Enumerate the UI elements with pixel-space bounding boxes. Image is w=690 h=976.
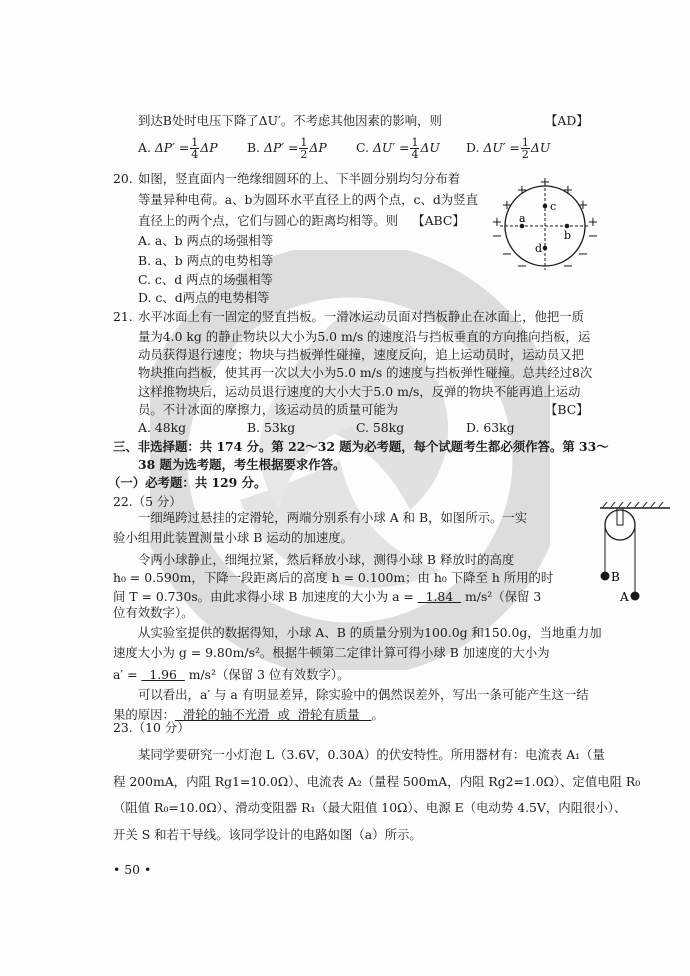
q21-number: 21.: [113, 309, 133, 324]
q20-line: 如图，竖直面内一绝缘细圆环的上、下半圆分别均匀分布着: [138, 171, 461, 186]
q20-line: 等量异种电荷。a、b为圆环水平直径上的两个点，c、d为竖直: [138, 192, 478, 207]
q21-line: 这样推物块后，运动员退行速度的大小大于5.0 m/s，反弹的物块不能再追上运动: [138, 384, 581, 399]
q22-line: 验小组用此装置测量小球 B 运动的加速度。: [113, 530, 354, 545]
q23-line: 某同学要研究一小灯泡 L（3.6V，0.30A）的伏安特性。所用器材有：电流表 A₁（量: [138, 747, 605, 762]
q23-header: 23.（10 分）: [113, 720, 190, 735]
q22-line: h₀ = 0.590m，下降一段距离后的高度 h = 0.100m；由 h₀ 下降至 h 所用的时: [113, 570, 554, 585]
q22-line: 间 T = 0.730s。由此求得小球 B 加速度的大小为 a = 1.84 m/s²（保留 3: [113, 589, 542, 604]
q23-line: 程 200mA，内阻 Rg1=10.0Ω）、电流表 A₂（量程 500mA，内阻 Rg2=1.0Ω）、定值电阻 R₀: [113, 774, 641, 789]
q22-line: 可以看出，a′ 与 a 有明显差异，除实验中的偶然误差外，写出一条可能产生这一结: [138, 687, 589, 702]
section-heading-cont: 38 题为选考题，考生根据要求作答。: [138, 457, 346, 472]
answer-blank: 1.96: [141, 667, 185, 682]
page-number: • 50 •: [113, 862, 152, 877]
q22-line: 令两小球静止，细绳拉紧，然后释放小球，测得小球 B 释放时的高度: [138, 552, 515, 567]
pulley-figure: [598, 500, 673, 605]
svg-text:a: a: [519, 212, 526, 225]
q19-answer: 【AD】: [545, 113, 589, 128]
svg-text:−: −: [501, 247, 513, 262]
q21-option-d: D. 63kg: [466, 420, 515, 435]
q21-option-c: C. 58kg: [356, 420, 405, 435]
q19-option-c: C. ΔU′ = $\frac{1}{4}$ ΔU: [356, 136, 440, 161]
q21-line: 动员获得退行速度；物块与挡板弹性碰撞，速度反向，追上运动员时，运动员又把: [138, 347, 585, 362]
svg-text:−: −: [491, 229, 503, 244]
answer-blank: 1.84: [417, 589, 462, 604]
q19-option-a: A. ΔP′ = $\frac{1}{4}$ ΔP: [138, 136, 218, 161]
q21-line: 水平冰面上有一固定的竖直挡板。一滑冰运动员面对挡板静止在冰面上，他把一质: [138, 309, 585, 324]
svg-text:c: c: [550, 200, 557, 213]
svg-text:−: −: [577, 247, 589, 262]
svg-text:+: +: [587, 215, 599, 230]
svg-text:−: −: [516, 259, 528, 270]
q20-option-c: C. c、d 两点的场强相等: [138, 272, 273, 287]
svg-text:+: +: [577, 198, 589, 213]
q23-line: （阻值 R₀=10.0Ω）、滑动变阻器 R₁（最大阻值 10Ω）、电源 E（电动势 4.5V，内阻很小）、: [113, 800, 627, 815]
svg-text:+: +: [501, 198, 513, 213]
q22-line: a′ = 1.96 m/s²（保留 3 位有效数字）。: [113, 667, 350, 682]
svg-text:+: +: [562, 183, 574, 198]
q20-line: 直径上的两个点，它们与圆心的距离均相等。则 【ABC】: [138, 213, 465, 228]
svg-text:+: +: [516, 183, 528, 198]
plus-sign: +: [539, 178, 551, 190]
q20-option-d: D. c、d两点的电势相等: [138, 290, 270, 305]
q21-line: 员。不计冰面的摩擦力，该运动员的质量可能为: [138, 402, 399, 417]
q21-answer: 【BC】: [545, 402, 589, 417]
q19-tail-text: 到达B处时电压下降了ΔU′。不考虑其他因素的影响，则: [138, 113, 442, 128]
q21-option-a: A. 48kg: [138, 420, 187, 435]
q23-line: 开关 S 和若干导线。该同学设计的电路如图（a）所示。: [113, 827, 422, 842]
q21-line: 物块推向挡板，使其再一次以大小为5.0 m/s 的速度与挡板弹性碰撞。总共经过8次: [138, 365, 593, 380]
q22-line: 果的原因： 滑轮的轴不光滑 或 滑轮有质量 。: [113, 707, 384, 722]
q20-option-a: A. a、b 两点的场强相等: [138, 233, 274, 248]
q22-line: 一细绳跨过悬挂的定滑轮，两端分别系有小球 A 和 B，如图所示。一实: [138, 510, 528, 525]
subsection-heading: （一）必考题：共 129 分。: [108, 475, 267, 490]
svg-text:−: −: [587, 229, 599, 244]
svg-text:b: b: [564, 229, 572, 242]
svg-text:B: B: [611, 570, 620, 584]
q20-option-b: B. a、b 两点的电势相等: [138, 253, 274, 268]
svg-text:A: A: [620, 590, 629, 604]
q20-number: 20.: [113, 171, 133, 186]
q22-line: 位有效数字）。: [113, 605, 194, 620]
q22-header: 22.（5 分）: [113, 494, 182, 509]
q21-option-b: B. 53kg: [247, 420, 296, 435]
q19-option-d: D. ΔU′ = $\frac{1}{2}$ ΔU: [466, 136, 551, 161]
svg-text:d: d: [535, 242, 543, 255]
q19-option-b: B. ΔP′ = $\frac{1}{2}$ ΔP: [247, 136, 327, 161]
q22-line: 速度大小为 g = 9.80m/s²。根据牛顿第二定律计算可得小球 B 加速度的大小为: [113, 645, 550, 660]
answer-blank: 滑轮的轴不光滑 或 滑轮有质量: [174, 707, 372, 722]
q22-line: 从实验室提供的数据得知，小球 A、B 的质量分别为100.0g 和150.0g，当地重力加: [138, 625, 602, 640]
charged-ring-figure: [490, 178, 600, 270]
section-heading: 三、非选择题：共 174 分。第 22～32 题为必考题，每个试题考生都必须作答。第 33～: [113, 439, 609, 454]
svg-text:+: +: [491, 215, 503, 230]
q20-answer: 【ABC】: [412, 213, 465, 228]
q21-line: 量为4.0 kg 的静止物块以大小为5.0 m/s 的速度沿与挡板垂直的方向推向挡板，运: [138, 329, 591, 344]
svg-text:−: −: [562, 259, 574, 270]
